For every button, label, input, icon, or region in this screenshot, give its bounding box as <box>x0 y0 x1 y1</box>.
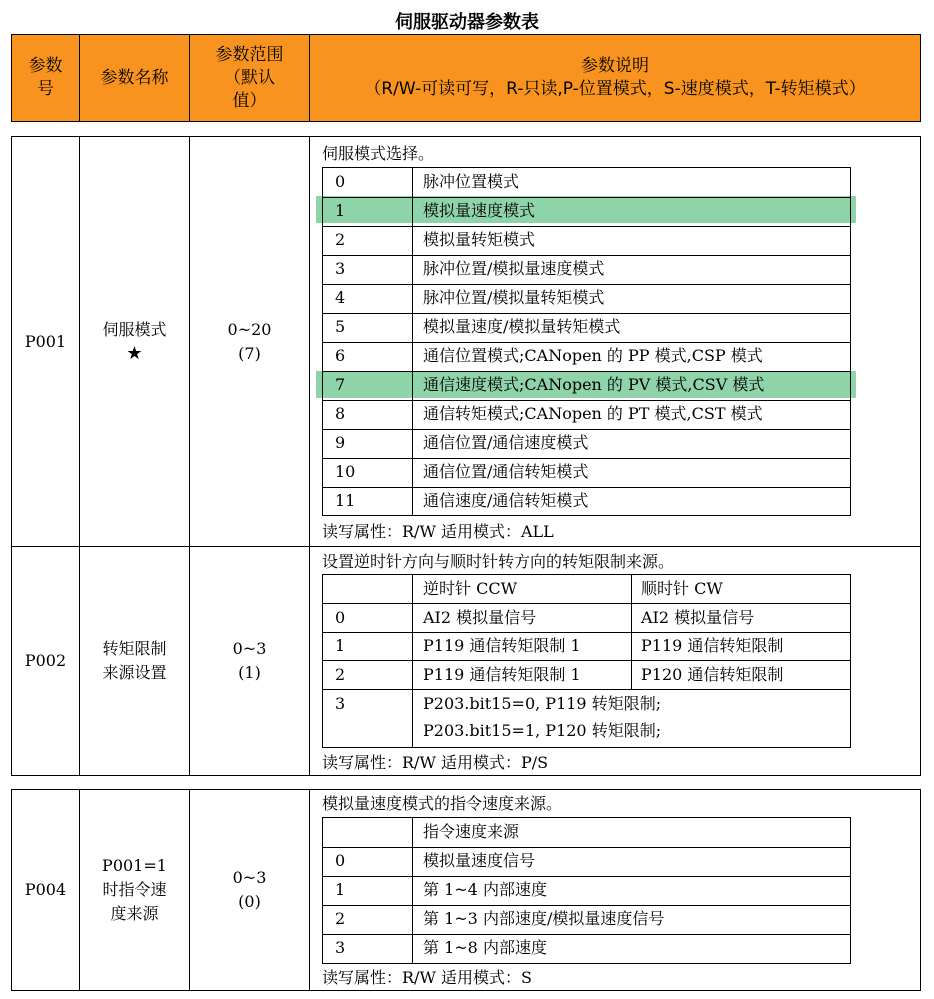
p001-footer: 读写属性：R/W 适用模式：ALL <box>322 522 554 541</box>
p001-row-key: 0 <box>335 172 346 191</box>
p001-row-key: 2 <box>335 230 346 249</box>
p001-row-key: 4 <box>335 288 346 307</box>
p002-row-cw: AI2 模拟量信号 <box>641 608 755 627</box>
p004-name: P001=1 时指令速 度来源 <box>79 789 190 991</box>
page-title: 伺服驱动器参数表 <box>395 12 539 33</box>
p004-col-header: 指令速度来源 <box>423 822 520 841</box>
p002-row-cw: P120 通信转矩限制 <box>641 665 784 684</box>
p001-row-value: 通信位置/通信速度模式 <box>423 433 589 452</box>
p001-row-key: 1 <box>335 201 346 220</box>
p002-col-cw: 顺时针 CW <box>641 579 723 598</box>
p001-intro: 伺服模式选择。 <box>322 144 435 163</box>
p002-row-cw: P119 通信转矩限制 <box>641 636 784 655</box>
p004-desc <box>309 789 921 991</box>
p001-row-value: 模拟量速度/模拟量转矩模式 <box>423 317 621 336</box>
p001-row-value: 脉冲位置/模拟量速度模式 <box>423 259 605 278</box>
p002-row-key: 2 <box>335 665 346 684</box>
p001-row-key: 7 <box>335 375 346 394</box>
header-range: 参数范围 （默认 值） <box>189 34 310 122</box>
p004-range: 0~3 (0) <box>189 789 310 991</box>
p002-row-ccw: P119 通信转矩限制 1 <box>423 665 581 684</box>
header-name: 参数名称 <box>79 34 190 122</box>
p002-subtable <box>322 574 851 748</box>
p001-desc <box>309 136 921 547</box>
p001-subtable <box>322 167 851 516</box>
p004-row-key: 3 <box>335 938 346 957</box>
p001-row-value: 通信位置/通信转矩模式 <box>423 462 589 481</box>
p004-row-key: 0 <box>335 851 346 870</box>
p002-footer: 读写属性：R/W 适用模式：P/S <box>322 753 549 772</box>
p002-row-key: 0 <box>335 608 346 627</box>
p001-row-value: 模拟量速度模式 <box>423 201 536 220</box>
p004-subtable <box>322 817 851 964</box>
p001-row-key: 8 <box>335 404 346 423</box>
p004-no: P004 <box>11 789 80 991</box>
p004-row-value: 第 1~8 内部速度 <box>423 938 547 957</box>
p002-col-ccw: 逆时针 CCW <box>423 579 518 598</box>
p001-row-value: 通信速度/通信转矩模式 <box>423 491 589 510</box>
p002-row3-line1: P203.bit15=0, P119 转矩限制; <box>423 694 662 713</box>
p001-range: 0~20 (7) <box>189 136 310 547</box>
p004-row-key: 2 <box>335 909 346 928</box>
p004-row-value: 第 1~4 内部速度 <box>423 880 547 899</box>
p001-row-key: 5 <box>335 317 346 336</box>
p004-row-key: 1 <box>335 880 346 899</box>
p001-row-key: 6 <box>335 346 346 365</box>
p004-row-value: 第 1~3 内部速度/模拟量速度信号 <box>423 909 665 928</box>
p001-row-value: 通信转矩模式;CANopen 的 PT 模式,CST 模式 <box>423 404 763 423</box>
p001-row-key: 11 <box>335 491 356 510</box>
p001-name: 伺服模式 ★ <box>79 136 190 547</box>
p002-no: P002 <box>11 546 80 776</box>
p004-row-value: 模拟量速度信号 <box>423 851 536 870</box>
p002-row-key: 3 <box>335 694 346 713</box>
p002-intro: 设置逆时针方向与顺时针转方向的转矩限制来源。 <box>322 552 675 571</box>
p002-row-ccw: AI2 模拟量信号 <box>423 608 537 627</box>
p002-desc <box>309 546 921 776</box>
p002-row-key: 1 <box>335 636 346 655</box>
p002-row3-line2: P203.bit15=1, P120 转矩限制; <box>423 721 662 740</box>
header-desc: 参数说明 （R/W-可读可写，R-只读,P-位置模式，S-速度模式，T-转矩模式） <box>309 34 921 122</box>
p004-intro: 模拟量速度模式的指令速度来源。 <box>322 794 563 813</box>
p001-row-value: 通信位置模式;CANopen 的 PP 模式,CSP 模式 <box>423 346 763 365</box>
p004-footer: 读写属性：R/W 适用模式：S <box>322 968 532 987</box>
p001-row-value: 脉冲位置/模拟量转矩模式 <box>423 288 605 307</box>
p001-row-key: 10 <box>335 462 356 481</box>
p001-row-value: 通信速度模式;CANopen 的 PV 模式,CSV 模式 <box>423 375 765 394</box>
p001-no: P001 <box>11 136 80 547</box>
star-icon: ★ <box>126 342 143 364</box>
p001-row-value: 模拟量转矩模式 <box>423 230 536 249</box>
p002-name: 转矩限制 来源设置 <box>79 546 190 776</box>
p002-row-ccw: P119 通信转矩限制 1 <box>423 636 581 655</box>
p001-row-key: 3 <box>335 259 346 278</box>
header-no: 参数号 <box>11 34 80 122</box>
p001-row-value: 脉冲位置模式 <box>423 172 520 191</box>
p001-row-key: 9 <box>335 433 346 452</box>
p002-range: 0~3 (1) <box>189 546 310 776</box>
